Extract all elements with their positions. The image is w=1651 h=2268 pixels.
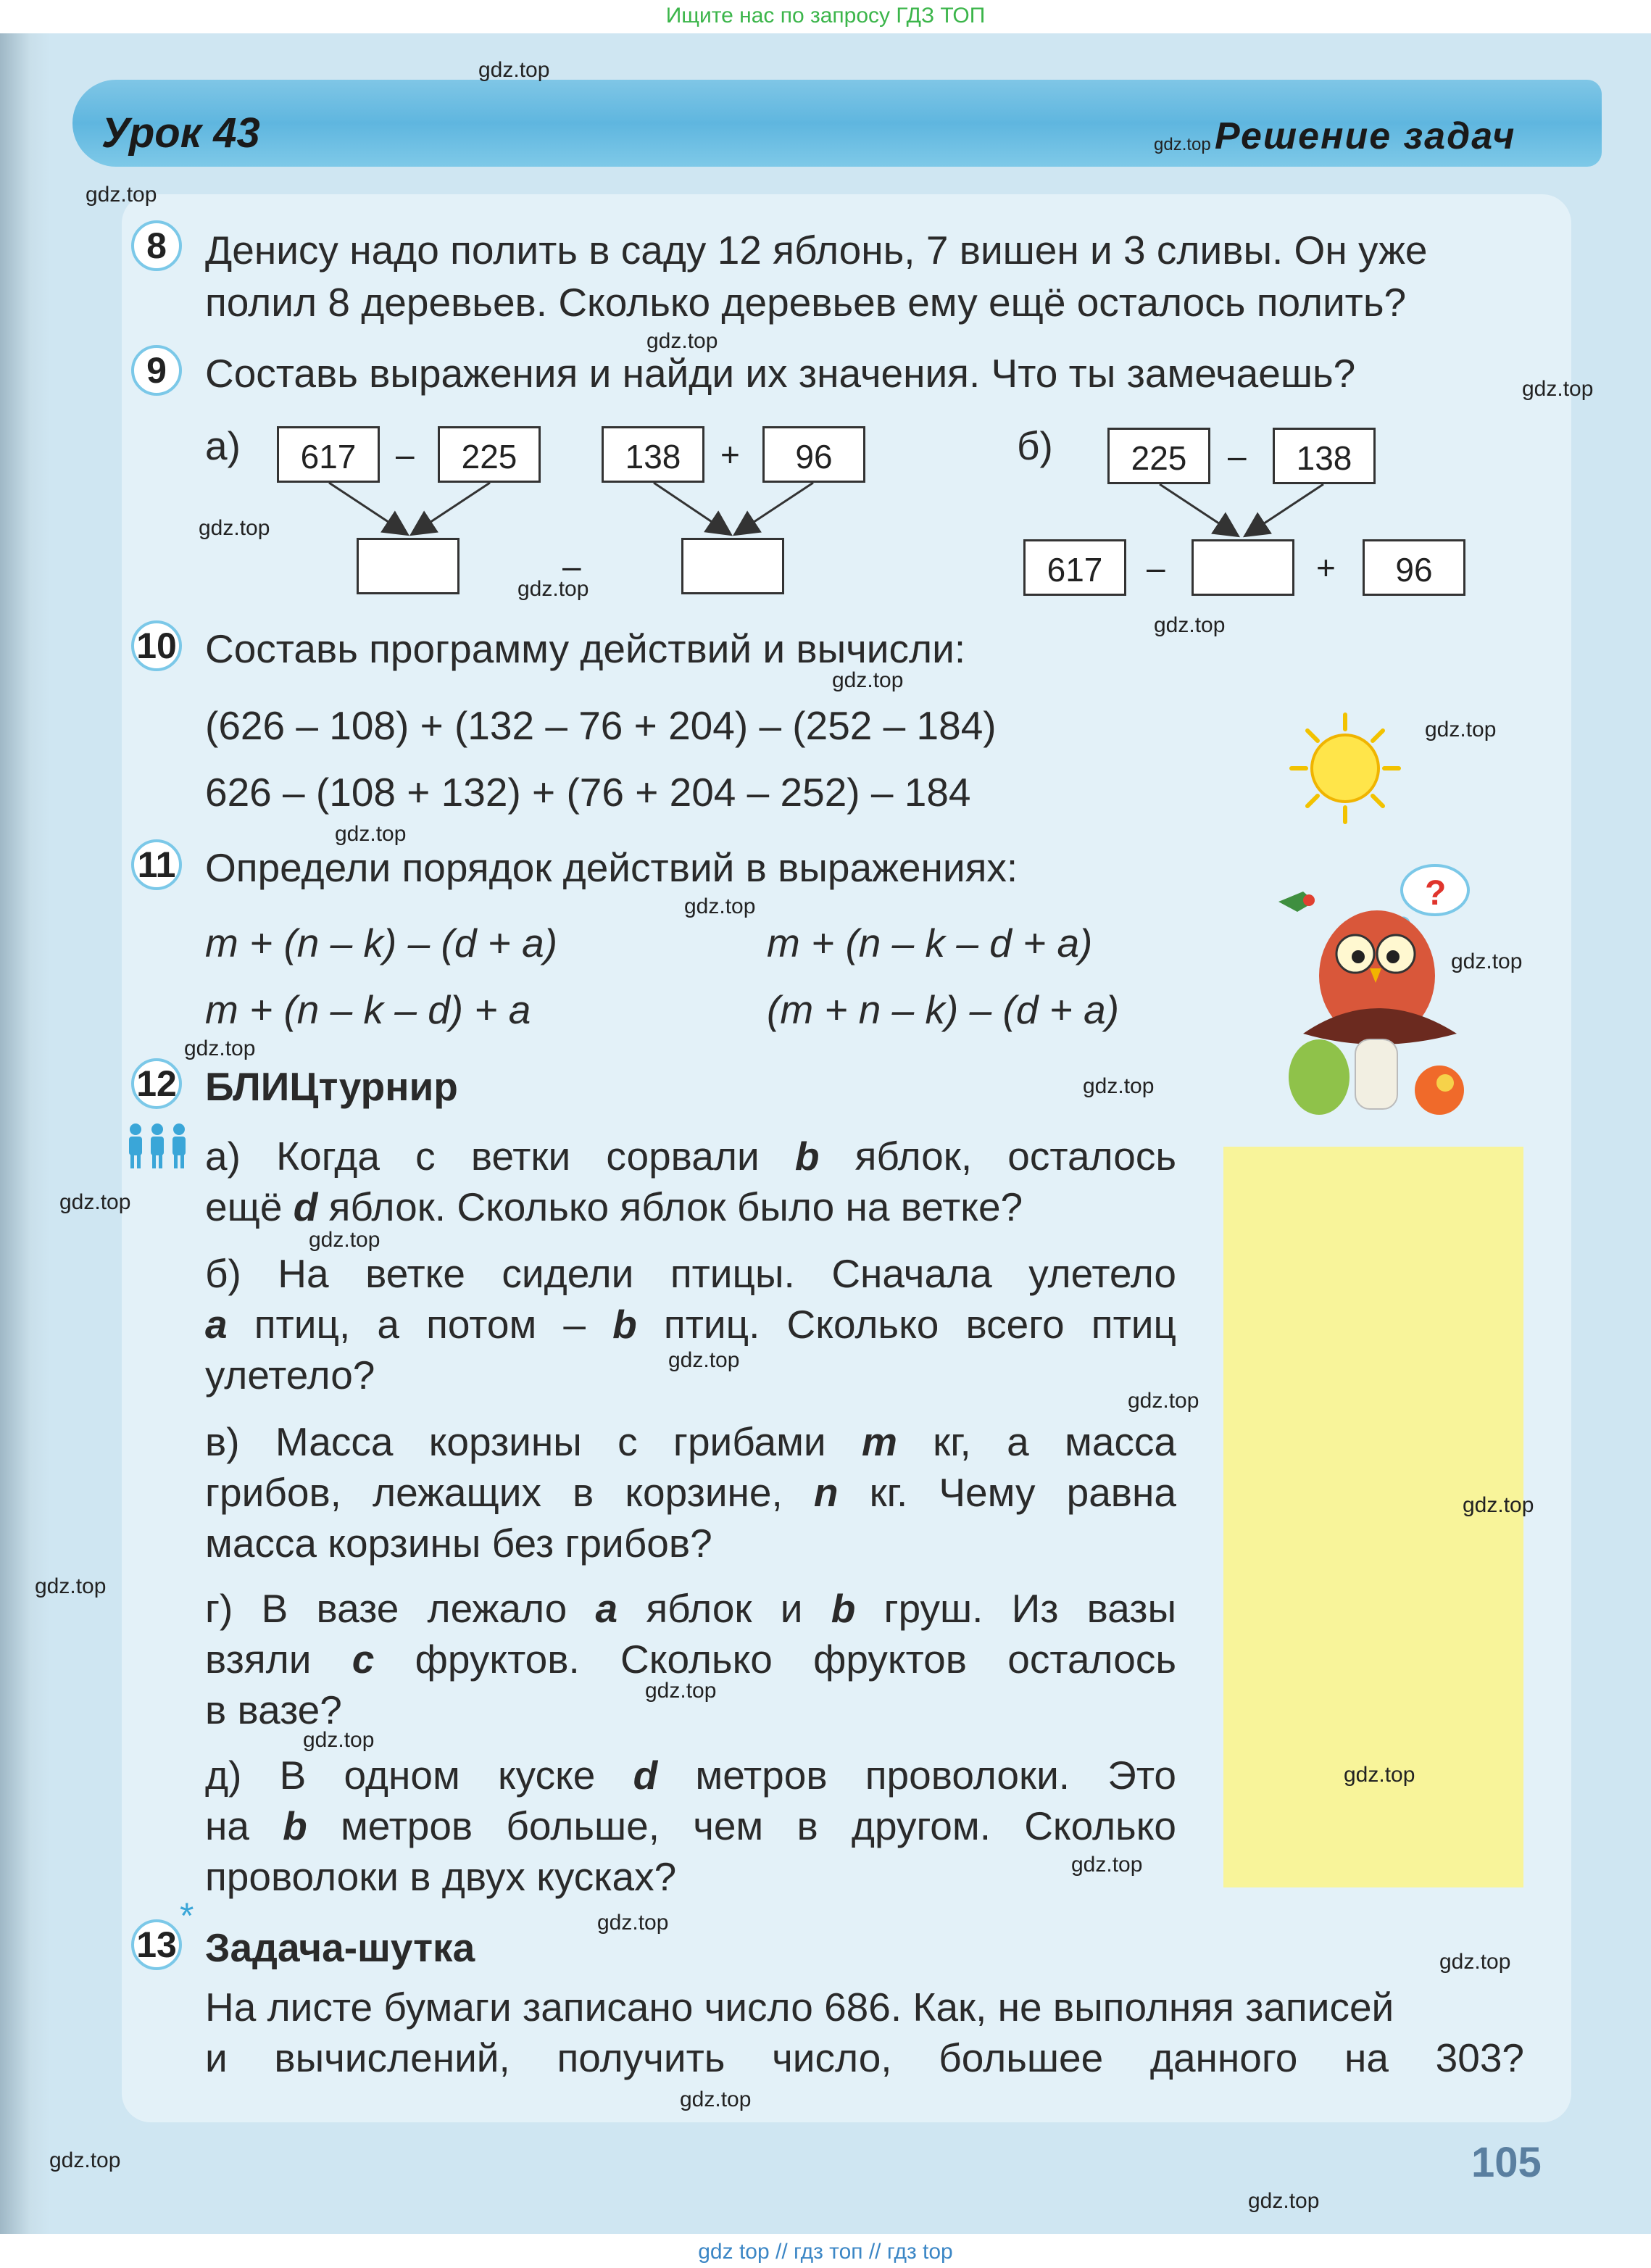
watermark: gdz.top xyxy=(309,1228,380,1252)
expression: 626 – (108 + 132) + (76 + 204 – 252) – 184 xyxy=(205,770,971,815)
top-banner[interactable]: Ищите нас по запросу ГДЗ ТОП xyxy=(665,4,986,28)
watermark: gdz.top xyxy=(684,894,756,918)
watermark: gdz.top xyxy=(1463,1493,1534,1517)
watermark: gdz.top xyxy=(1071,1853,1143,1877)
watermark: gdz.top xyxy=(645,1679,717,1703)
watermark: gdz.top xyxy=(199,516,270,540)
number-box: 617 xyxy=(277,426,380,483)
watermark: gdz.top xyxy=(1154,135,1211,154)
star-mark: * xyxy=(180,1895,194,1936)
number-box: 138 xyxy=(602,426,704,483)
number-box: 138 xyxy=(1273,428,1376,484)
answer-box[interactable] xyxy=(1192,539,1294,596)
task-11-text: Определи порядок действий в выражениях: xyxy=(205,845,1018,890)
number-box: 225 xyxy=(438,426,541,483)
lesson-title: Урок 43 xyxy=(101,109,260,157)
task-number: 11 xyxy=(131,839,182,890)
number-box: 617 xyxy=(1023,539,1126,596)
task-number: 13 xyxy=(131,1919,182,1970)
task-12-line: б) На ветке сидели птицы. Сначала улетело xyxy=(205,1251,1176,1296)
task-13-title: Задача-шутка xyxy=(205,1925,475,1970)
part-a-label: а) xyxy=(205,423,241,468)
watermark: gdz.top xyxy=(1248,2189,1320,2213)
task-13-line: и вычислений, получить число, большее данного на 303? xyxy=(205,2035,1524,2080)
operator: + xyxy=(1316,549,1336,586)
watermark: gdz.top xyxy=(1154,613,1226,637)
part-b-label: б) xyxy=(1017,423,1053,468)
watermark: gdz.top xyxy=(1344,1763,1415,1787)
watermark: gdz.top xyxy=(517,577,589,601)
task-9-text: Составь выражения и найди их значения. Что ты замечаешь? xyxy=(205,351,1356,396)
owl-mushroom-illustration xyxy=(1268,860,1500,1135)
lesson-topic: Решение задач xyxy=(1215,115,1516,157)
watermark: gdz.top xyxy=(1425,718,1497,742)
task-12-line: a птиц, а потом – b птиц. Сколько всего птиц xyxy=(205,1302,1176,1347)
task-12-line: а) Когда с ветки сорвали b яблок, осталось xyxy=(205,1134,1176,1179)
task-12-line: грибов, лежащих в корзине, n кг. Чему равна xyxy=(205,1470,1176,1515)
task-12-line: взяли c фруктов. Сколько фруктов осталось xyxy=(205,1637,1176,1682)
operator: + xyxy=(720,436,740,473)
task-12-line: масса корзины без грибов? xyxy=(205,1521,712,1566)
watermark: gdz.top xyxy=(303,1728,375,1752)
number-box: 225 xyxy=(1107,428,1210,484)
answer-box[interactable] xyxy=(681,538,784,594)
expression: (m + n – k) – (d + a) xyxy=(767,987,1120,1032)
watermark: gdz.top xyxy=(1083,1074,1155,1098)
watermark: gdz.top xyxy=(646,329,718,353)
sun-illustration xyxy=(1287,710,1403,826)
expression: m + (n – k) – (d + a) xyxy=(205,921,558,965)
operator: – xyxy=(1147,549,1165,586)
watermark: gdz.top xyxy=(335,822,407,846)
page-number: 105 xyxy=(1471,2139,1542,2186)
task-8-line: Денису надо полить в саду 12 яблонь, 7 вишен и 3 сливы. Он уже xyxy=(205,228,1428,273)
expression: m + (n – k – d) + a xyxy=(205,987,531,1032)
task-12-line: в вазе? xyxy=(205,1687,342,1732)
task-number: 10 xyxy=(131,620,182,671)
task-12-line: г) В вазе лежало a яблок и b груш. Из вазы xyxy=(205,1586,1176,1631)
task-12-line: на b метров больше, чем в другом. Сколько xyxy=(205,1803,1176,1848)
watermark: gdz.top xyxy=(1439,1950,1511,1974)
task-number: 9 xyxy=(131,345,182,396)
task-12-title: БЛИЦтурнир xyxy=(205,1064,458,1109)
watermark: gdz.top xyxy=(59,1190,131,1214)
watermark: gdz.top xyxy=(86,183,157,207)
group-work-icon xyxy=(125,1122,190,1173)
task-10-text: Составь программу действий и вычисли: xyxy=(205,626,966,671)
watermark: gdz.top xyxy=(597,1911,669,1935)
watermark: gdz.top xyxy=(1451,950,1523,973)
expression: m + (n – k – d + a) xyxy=(767,921,1093,965)
bottom-banner[interactable]: gdz top // гдз топ // гдз top xyxy=(698,2240,953,2264)
watermark: gdz.top xyxy=(680,2088,752,2111)
expression: (626 – 108) + (132 – 76 + 204) – (252 – 184) xyxy=(205,703,997,748)
answer-box[interactable] xyxy=(357,538,459,594)
watermark: gdz.top xyxy=(35,1574,107,1598)
task-12-line: ещё d яблок. Сколько яблок было на ветке? xyxy=(205,1184,1023,1229)
number-box: 96 xyxy=(1363,539,1465,596)
watermark: gdz.top xyxy=(832,668,904,692)
task-12-line: улетело? xyxy=(205,1353,375,1397)
watermark: gdz.top xyxy=(49,2148,121,2172)
watermark: gdz.top xyxy=(1128,1389,1199,1413)
watermark: gdz.top xyxy=(1522,377,1594,401)
task-number: 12 xyxy=(131,1058,182,1109)
task-number: 8 xyxy=(131,220,182,271)
watermark: gdz.top xyxy=(184,1037,256,1060)
operator: – xyxy=(562,547,581,585)
task-12-line: в) Масса корзины с грибами m кг, а масса xyxy=(205,1419,1176,1464)
operator: – xyxy=(396,436,415,473)
watermark: gdz.top xyxy=(668,1348,740,1372)
task-12-line: проволоки в двух кусках? xyxy=(205,1854,677,1899)
number-box: 96 xyxy=(762,426,865,483)
svg-text:?: ? xyxy=(1425,874,1447,913)
task-12-line: д) В одном куске d метров проволоки. Это xyxy=(205,1753,1176,1798)
task-8-line: полил 8 деревьев. Сколько деревьев ему ещё осталось полить? xyxy=(205,280,1407,325)
operator: – xyxy=(1228,437,1247,475)
task-13-line: На листе бумаги записано число 686. Как, не выполняя записей xyxy=(205,1985,1394,2030)
watermark: gdz.top xyxy=(478,58,550,82)
